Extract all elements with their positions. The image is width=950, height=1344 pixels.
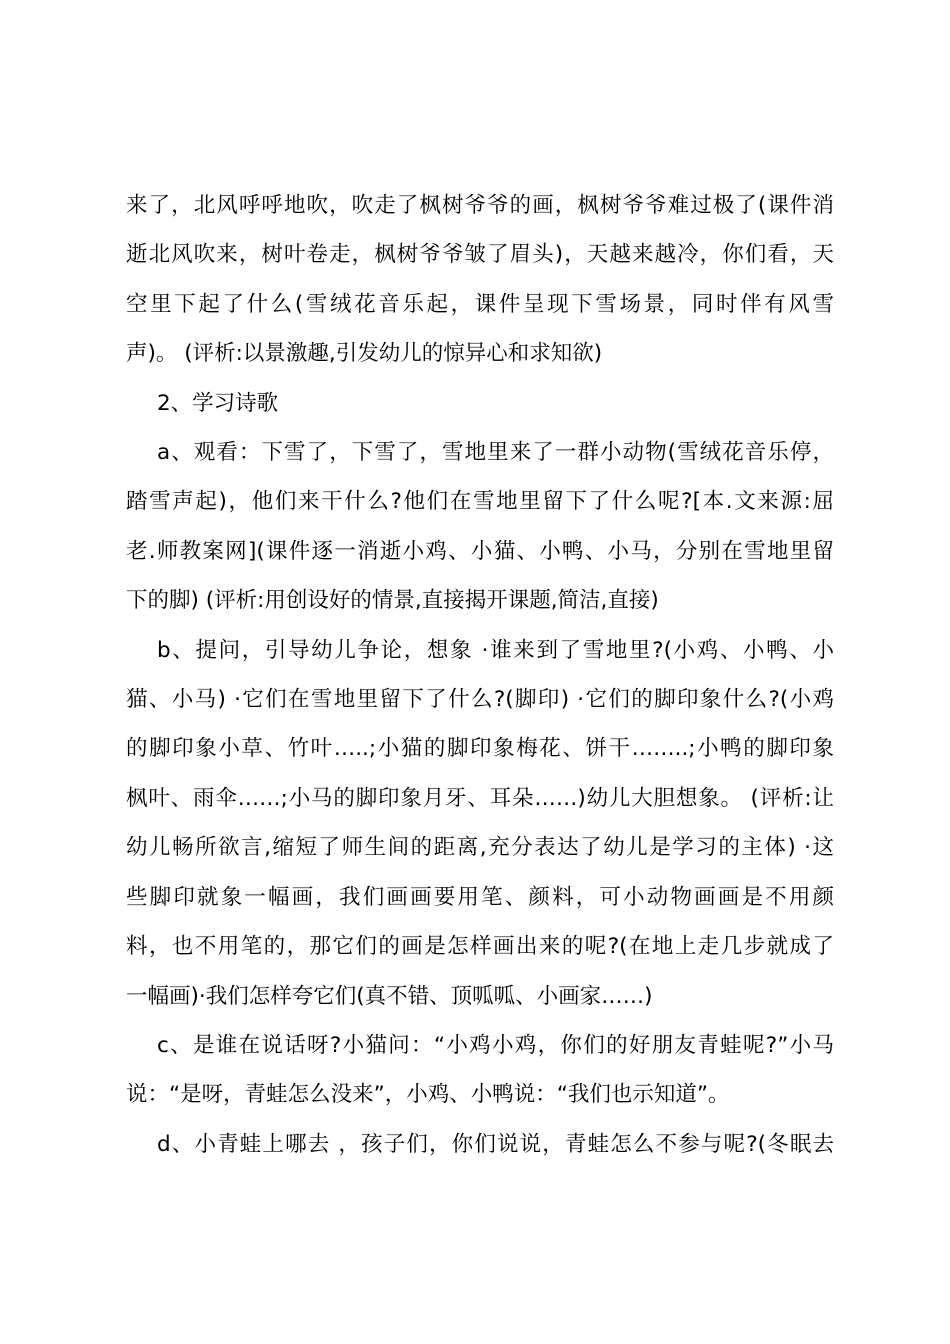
text-line: 的脚印象小草、竹叶…..;小猫的脚印象梅花、饼干……..;小鸭的脚印象 <box>126 736 834 762</box>
text-line: 声)。 (评析:以景激趣,引发幼儿的惊异心和求知欲) <box>126 341 603 367</box>
text-line: 来了，北风呼呼地吹，吹走了枫树爷爷的画，枫树爷爷难过极了(课件消 <box>126 193 834 218</box>
text-line: 下的脚) (评析:用创设好的情景,直接揭开课题,简洁,直接) <box>126 588 659 614</box>
section-heading: 2、学习诗歌 <box>157 390 279 416</box>
text-line: c、是谁在说话呀?小猫问：“小鸡小鸡，你们的好朋友青蛙呢?”小马 <box>157 1032 834 1058</box>
text-line: a、观看：下雪了，下雪了，雪地里来了一群小动物(雪绒花音乐停， <box>157 440 834 466</box>
text-line: d、小青蛙上哪去 ，孩子们，你们说说，青蛙怎么不参与呢?(冬眠去 <box>157 1131 834 1157</box>
document-body <box>126 181 834 1169</box>
text-line: 老.师教案网](课件逐一消逝小鸡、小猫、小鸭、小马，分别在雪地里留 <box>126 538 834 564</box>
text-line: 空里下起了什么(雪绒花音乐起，课件呈现下雪场景，同时伴有风雪 <box>126 291 834 317</box>
text-line: 踏雪声起)，他们来干什么?他们在雪地里留下了什么呢?[本.文来源:屈 <box>126 489 834 515</box>
text-line: 一幅画)·我们怎样夸它们(真不错、顶呱呱、小画家……) <box>126 983 653 1009</box>
text-line: 料，也不用笔的，那它们的画是怎样画出来的呢?(在地上走几步就成了 <box>126 934 834 960</box>
text-line: 说：“是呀，青蛙怎么没来”，小鸡、小鸭说：“我们也示知道”。 <box>126 1082 730 1108</box>
text-line: 枫叶、雨伞……;小马的脚印象月牙、耳朵……)幼儿大胆想象。 (评析:让 <box>126 785 834 811</box>
text-line: b、提问，引导幼儿争论，想象 ·谁来到了雪地里?(小鸡、小鸭、小 <box>157 637 834 663</box>
text-line: 些脚印就象一幅画，我们画画要用笔、颜料，可小动物画画是不用颜 <box>126 884 834 910</box>
text-line: 幼儿畅所欲言,缩短了师生间的距离,充分表达了幼儿是学习的主体) ·这 <box>126 835 834 861</box>
text-line: 逝北风吹来，树叶卷走，枫树爷爷皱了眉头)，天越来越冷，你们看，天 <box>126 242 834 268</box>
text-line: 猫、小马) ·它们在雪地里留下了什么?(脚印) ·它们的脚印象什么?(小鸡 <box>126 687 834 713</box>
